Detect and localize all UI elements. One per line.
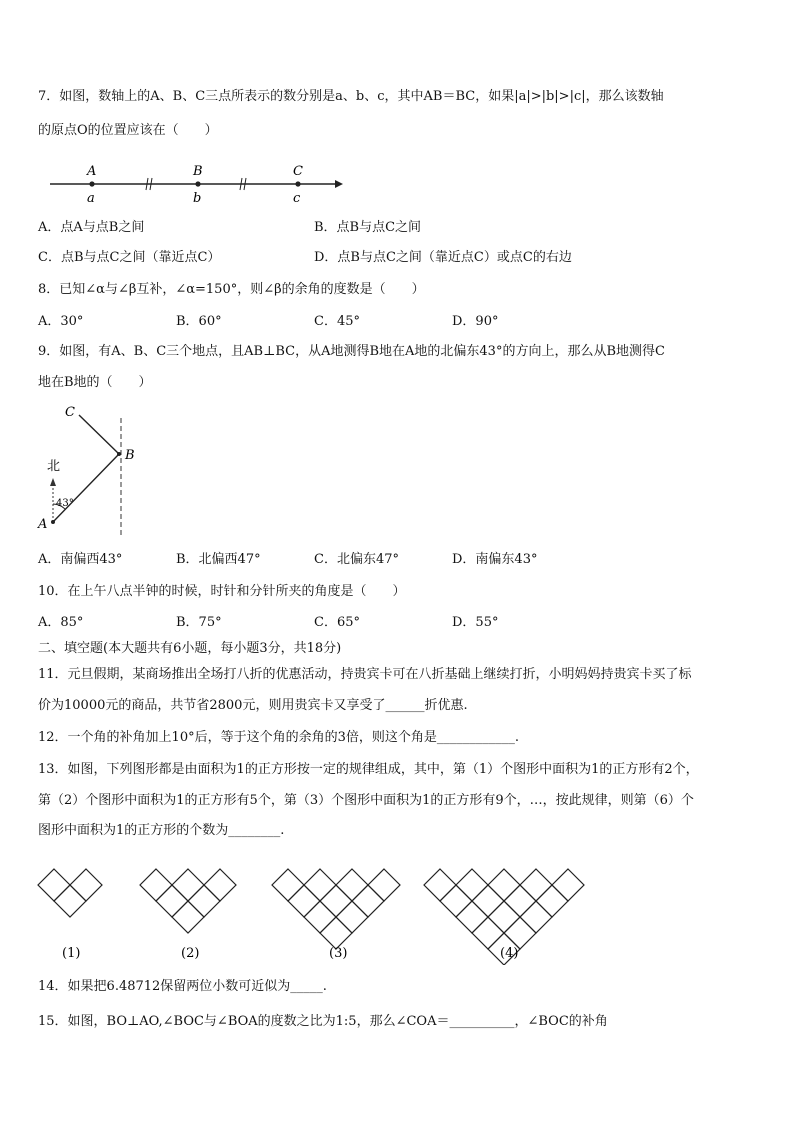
unit-square — [368, 869, 400, 901]
label-A: A — [38, 517, 48, 532]
q9-stem-line2: 地在B地的（ ） — [38, 375, 152, 390]
section-heading: 二、填空题(本大题共有6小题，每小题3分，共18分) — [38, 641, 342, 656]
q9-stem-line1: 9．如图，有A、B、C三个地点，且AB⊥BC，从A地测得B地在A地的北偏东43°的方向上，那么从B地测得C — [38, 344, 665, 359]
unit-square — [424, 869, 456, 901]
label-b: b — [193, 191, 202, 206]
caption-3: (3) — [329, 946, 348, 961]
q13-stem-line3: 图形中面积为1的正方形的个数为________. — [38, 823, 285, 838]
q7-option-d: D．点B与点C之间（靠近点C）或点C的右边 — [314, 250, 572, 265]
label-A: A — [87, 164, 97, 179]
unit-square — [54, 885, 86, 917]
unit-square — [336, 869, 368, 901]
label-C: C — [293, 164, 303, 179]
unit-square — [456, 869, 488, 901]
unit-square — [472, 885, 504, 917]
unit-square — [336, 901, 368, 933]
q10-option-b: B．75° — [176, 615, 222, 630]
unit-square — [520, 869, 552, 901]
q7-option-a: A．点A与点B之间 — [38, 220, 145, 235]
q8-option-d: D．90° — [452, 314, 499, 329]
q10-stem: 10．在上午八点半钟的时候，时针和分针所夹的角度是（ ） — [38, 584, 406, 599]
unit-square — [472, 917, 504, 949]
unit-square — [504, 917, 536, 949]
unit-square — [172, 869, 204, 901]
unit-square — [204, 869, 236, 901]
q14-stem: 14．如果把6.48712保留两位小数可近似为_____. — [38, 979, 327, 994]
label-c: c — [293, 191, 301, 206]
q11-stem-line2: 价为10000元的商品，共节省2800元，则用贵宾卡又享受了______折优惠. — [38, 698, 468, 713]
unit-square — [272, 869, 304, 901]
q15-stem: 15．如图，BO⊥AO,∠BOC与∠BOA的度数之比为1:5，那么∠COA＝__________，∠BOC的补角 — [38, 1014, 608, 1029]
angle-label: 43° — [56, 498, 74, 509]
q9-option-d: D．南偏东43° — [452, 552, 538, 567]
q10-option-c: C．65° — [314, 615, 360, 630]
unit-square — [440, 885, 472, 917]
unit-square — [536, 885, 568, 917]
q9-option-b: B．北偏西47° — [176, 552, 261, 567]
q9-option-c: C．北偏东47° — [314, 552, 399, 567]
q7-option-c: C．点B与点C之间（靠近点C） — [38, 250, 221, 265]
q10-option-d: D．55° — [452, 615, 499, 630]
unit-square — [288, 885, 320, 917]
unit-square — [488, 869, 520, 901]
q8-option-b: B．60° — [176, 314, 222, 329]
unit-square — [552, 869, 584, 901]
unit-square — [140, 869, 172, 901]
unit-square — [320, 885, 352, 917]
point-c — [295, 181, 300, 186]
square-pattern-figure — [30, 855, 600, 965]
unit-square — [456, 901, 488, 933]
q8-option-c: C．45° — [314, 314, 360, 329]
label-B: B — [193, 164, 203, 179]
unit-square — [352, 885, 384, 917]
q9-option-a: A．南偏西43° — [38, 552, 123, 567]
north-label: 北 — [47, 459, 61, 474]
q12-stem: 12．一个角的补角加上10°后，等于这个角的余角的3倍，则这个角是____________. — [38, 730, 519, 745]
label-C: C — [65, 405, 75, 420]
unit-square — [488, 901, 520, 933]
caption-4: (4) — [500, 946, 519, 961]
number-line-figure — [45, 160, 350, 208]
unit-square — [304, 901, 336, 933]
unit-square — [70, 869, 102, 901]
label-a: a — [87, 191, 95, 206]
label-B: B — [125, 448, 135, 463]
unit-square — [504, 885, 536, 917]
unit-square — [172, 901, 204, 933]
caption-2: (2) — [181, 946, 200, 961]
point-b — [195, 181, 200, 186]
q10-option-a: A．85° — [38, 615, 84, 630]
q7-stem-line2: 的原点O的位置应该在（ ） — [38, 123, 218, 138]
unit-square — [156, 885, 188, 917]
unit-square — [188, 885, 220, 917]
unit-square — [38, 869, 70, 901]
q7-option-b: B．点B与点C之间 — [314, 220, 422, 235]
q11-stem-line1: 11．元旦假期，某商场推出全场打八折的优惠活动，持贵宾卡可在八折基础上继续打折，小明妈妈持贵宾卡买了标 — [38, 667, 692, 682]
q8-stem: 8．已知∠α与∠β互补，∠α=150°，则∠β的余角的度数是（ ） — [38, 282, 425, 297]
q13-stem-line2: 第（2）个图形中面积为1的正方形有5个，第（3）个图形中面积为1的正方形有9个，…，按此规律，则第（6）个 — [38, 793, 694, 808]
q13-stem-line1: 13．如图，下列图形都是由面积为1的正方形按一定的规律组成，其中，第（1）个图形中面积为1的正方形有2个， — [38, 762, 699, 777]
unit-square — [320, 917, 352, 949]
q7-stem-line1: 7．如图，数轴上的A、B、C三点所表示的数分别是a、b、c，其中AB＝BC，如果|a|>|b|>|c|，那么该数轴 — [38, 89, 664, 104]
direction-figure — [35, 400, 145, 538]
caption-1: (1) — [62, 946, 81, 961]
unit-square — [304, 869, 336, 901]
unit-square — [520, 901, 552, 933]
point-a — [89, 181, 94, 186]
q8-option-a: A．30° — [38, 314, 84, 329]
